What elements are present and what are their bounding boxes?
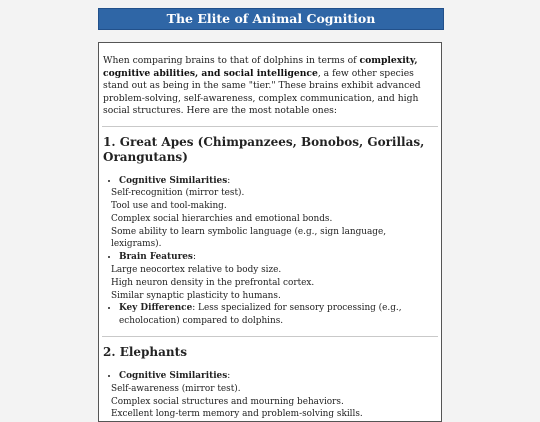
- list-item: Complex social structures and mourning behaviors.: [111, 396, 344, 407]
- list-item: Self-awareness (mirror test).: [111, 383, 241, 394]
- section-heading-great-apes: 1. Great Apes (Chimpanzees, Bonobos, Gorillas, Orangutans): [103, 134, 425, 164]
- list-item: Some ability to learn symbolic language (e.g., sign language, lexigrams).: [111, 226, 387, 250]
- label-brain-features: Brain Features: [119, 252, 193, 263]
- list-item: Tool use and tool-making.: [111, 201, 227, 212]
- elephants-list: [103, 370, 437, 421]
- list-item: Large neocortex relative to body size.: [111, 265, 282, 276]
- list-item: Excellent long-term memory and problem-solving skills.: [111, 409, 363, 420]
- list-item: High neuron density in the prefrontal cortex.: [111, 277, 315, 288]
- intro-text-start: When comparing brains to that of dolphins in terms of: [103, 55, 360, 66]
- list-item: [119, 302, 437, 328]
- section-heading-elephants: 2. Elephants: [103, 345, 187, 360]
- list-item: Similar synaptic plasticity to humans.: [111, 290, 281, 301]
- label-cognitive-similarities: Cognitive Similarities: [119, 371, 228, 382]
- key-difference-text: : Less specialized for sensory processing (e.g., echolocation) compared to dolphins.: [119, 303, 402, 327]
- divider: [102, 336, 438, 337]
- list-item: Self-recognition (mirror test).: [111, 188, 245, 199]
- great-apes-list: [103, 175, 437, 329]
- list-item: Complex social hierarchies and emotional bonds.: [111, 213, 333, 224]
- page-title: The Elite of Animal Cognition: [98, 8, 444, 30]
- list-item: • Cognitive Similarities:: [119, 370, 437, 383]
- intro-bold-text: complexity, cognitive abilities, and social intelligence: [103, 55, 418, 79]
- list-item: • Cognitive Similarities:: [119, 175, 437, 188]
- intro-text-end: , a few other species stand out as being in the same "tier." These brains exhibit advanced problem-solving, self-awareness, complex communication, and high social structures. Here are the most notable ones:: [103, 67, 421, 116]
- list-item: • Brain Features:: [119, 251, 437, 264]
- label-cognitive-similarities: Cognitive Similarities: [119, 175, 228, 186]
- divider: [102, 126, 438, 127]
- content-panel: [98, 42, 442, 422]
- label-key-difference: Key Difference: [119, 303, 193, 314]
- intro-paragraph: [103, 55, 437, 118]
